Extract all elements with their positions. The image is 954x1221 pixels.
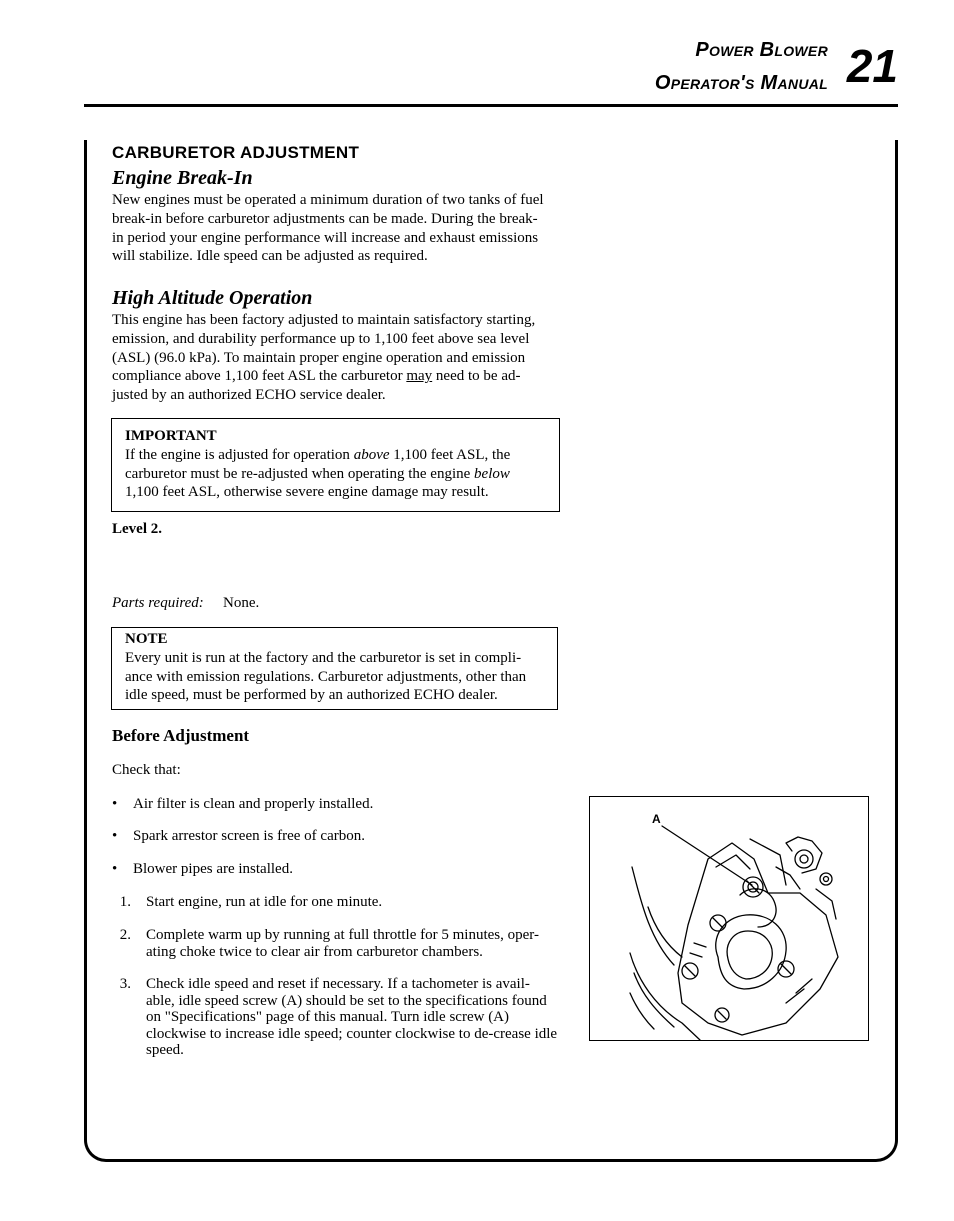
- important-line: [125, 446, 547, 465]
- emphasis-below: below: [474, 465, 510, 482]
- bullet-dot: •: [112, 861, 118, 877]
- step-text: Complete warm up by running at full throttle for 5 minutes, oper-ating choke twice to clear air from carburetor chambers.: [146, 927, 539, 960]
- emphasis-above: above: [353, 446, 390, 463]
- manual-title: [655, 34, 828, 100]
- step-text: Check idle speed and reset if necessary. If a tachometer is avail-able, idle speed screw (A) should be set to the specifications found on "Specifications" page of this manual. Turn idle screw (A) clockwise to increase idle speed; counter clockwise to de-crease idle speed.: [146, 976, 558, 1058]
- note-line: idle speed, must be performed by an authorized ECHO dealer.: [125, 687, 498, 704]
- section-heading: CARBURETOR ADJUSTMENT: [112, 143, 360, 162]
- header-rule: [84, 104, 898, 107]
- bullet-text: Blower pipes are installed.: [133, 861, 293, 877]
- text-run: 1,100 feet ASL, the: [389, 446, 511, 463]
- break-in-paragraph: [112, 191, 564, 266]
- callout-a-label: A: [652, 812, 661, 826]
- important-line: 1,100 feet ASL, otherwise severe engine damage may result.: [125, 484, 489, 501]
- important-content: [125, 427, 547, 502]
- break-in-line: break-in before carburetor adjustments can be made. During the break-: [112, 210, 538, 227]
- carburetor-illustration-icon: [590, 797, 868, 1040]
- important-box: [111, 418, 560, 512]
- step-number: 1.: [119, 894, 131, 910]
- text-run: If the engine is adjusted for operation: [125, 446, 354, 463]
- important-line: [125, 465, 547, 484]
- manual-title-line1: Power Blower: [695, 39, 828, 61]
- step-text: Start engine, run at idle for one minute.: [146, 894, 383, 910]
- break-in-line: will stabilize. Idle speed can be adjusted as required.: [112, 248, 428, 265]
- important-title: IMPORTANT: [125, 428, 217, 444]
- break-in-line: New engines must be operated a minimum duration of two tanks of fuel: [112, 192, 544, 208]
- note-box: [111, 627, 558, 710]
- note-line: ance with emission regulations. Carburetor adjustments, other than: [125, 668, 527, 685]
- bullet-dot: •: [112, 796, 118, 812]
- text-run: carburetor must be re-adjusted when operating the engine: [125, 465, 475, 482]
- break-in-line: in period your engine performance will increase and exhaust emissions: [112, 229, 539, 246]
- manual-title-line2: Operator's Manual: [654, 72, 828, 94]
- text-run: compliance above 1,100 feet ASL the carburetor: [112, 368, 407, 385]
- before-adjustment-heading: Before Adjustment: [112, 726, 250, 745]
- high-altitude-line: This engine has been factory adjusted to maintain satisfactory starting,: [112, 312, 536, 328]
- carburetor-figure: [589, 796, 869, 1041]
- parts-required-label: Parts required:: [112, 595, 204, 611]
- bullet-text: Air filter is clean and properly installed.: [133, 796, 374, 812]
- break-in-heading: Engine Break-In: [112, 167, 253, 189]
- high-altitude-paragraph: [112, 311, 564, 405]
- text-run: need to be ad-: [432, 368, 521, 385]
- parts-required-value: None.: [223, 595, 260, 611]
- check-that-label: Check that:: [112, 762, 181, 778]
- level-label: Level 2.: [112, 521, 162, 537]
- high-altitude-line: emission, and durability performance up to 1,100 feet above sea level: [112, 330, 530, 347]
- high-altitude-line: [112, 367, 564, 386]
- step-number: 3.: [119, 976, 131, 992]
- underlined-may: may: [406, 368, 433, 385]
- high-altitude-heading: High Altitude Operation: [112, 287, 313, 309]
- page-number: 21: [846, 40, 898, 92]
- high-altitude-line: justed by an authorized ECHO service dealer.: [112, 387, 386, 404]
- note-title: NOTE: [125, 631, 168, 647]
- high-altitude-line: (ASL) (96.0 kPa). To maintain proper engine operation and emission: [112, 349, 526, 366]
- step-number: 2.: [119, 927, 131, 943]
- note-content: [125, 630, 545, 705]
- bullet-text: Spark arrestor screen is free of carbon.: [133, 828, 365, 844]
- bullet-dot: •: [112, 828, 118, 844]
- note-line: Every unit is run at the factory and the carburetor is set in compli-: [125, 649, 522, 666]
